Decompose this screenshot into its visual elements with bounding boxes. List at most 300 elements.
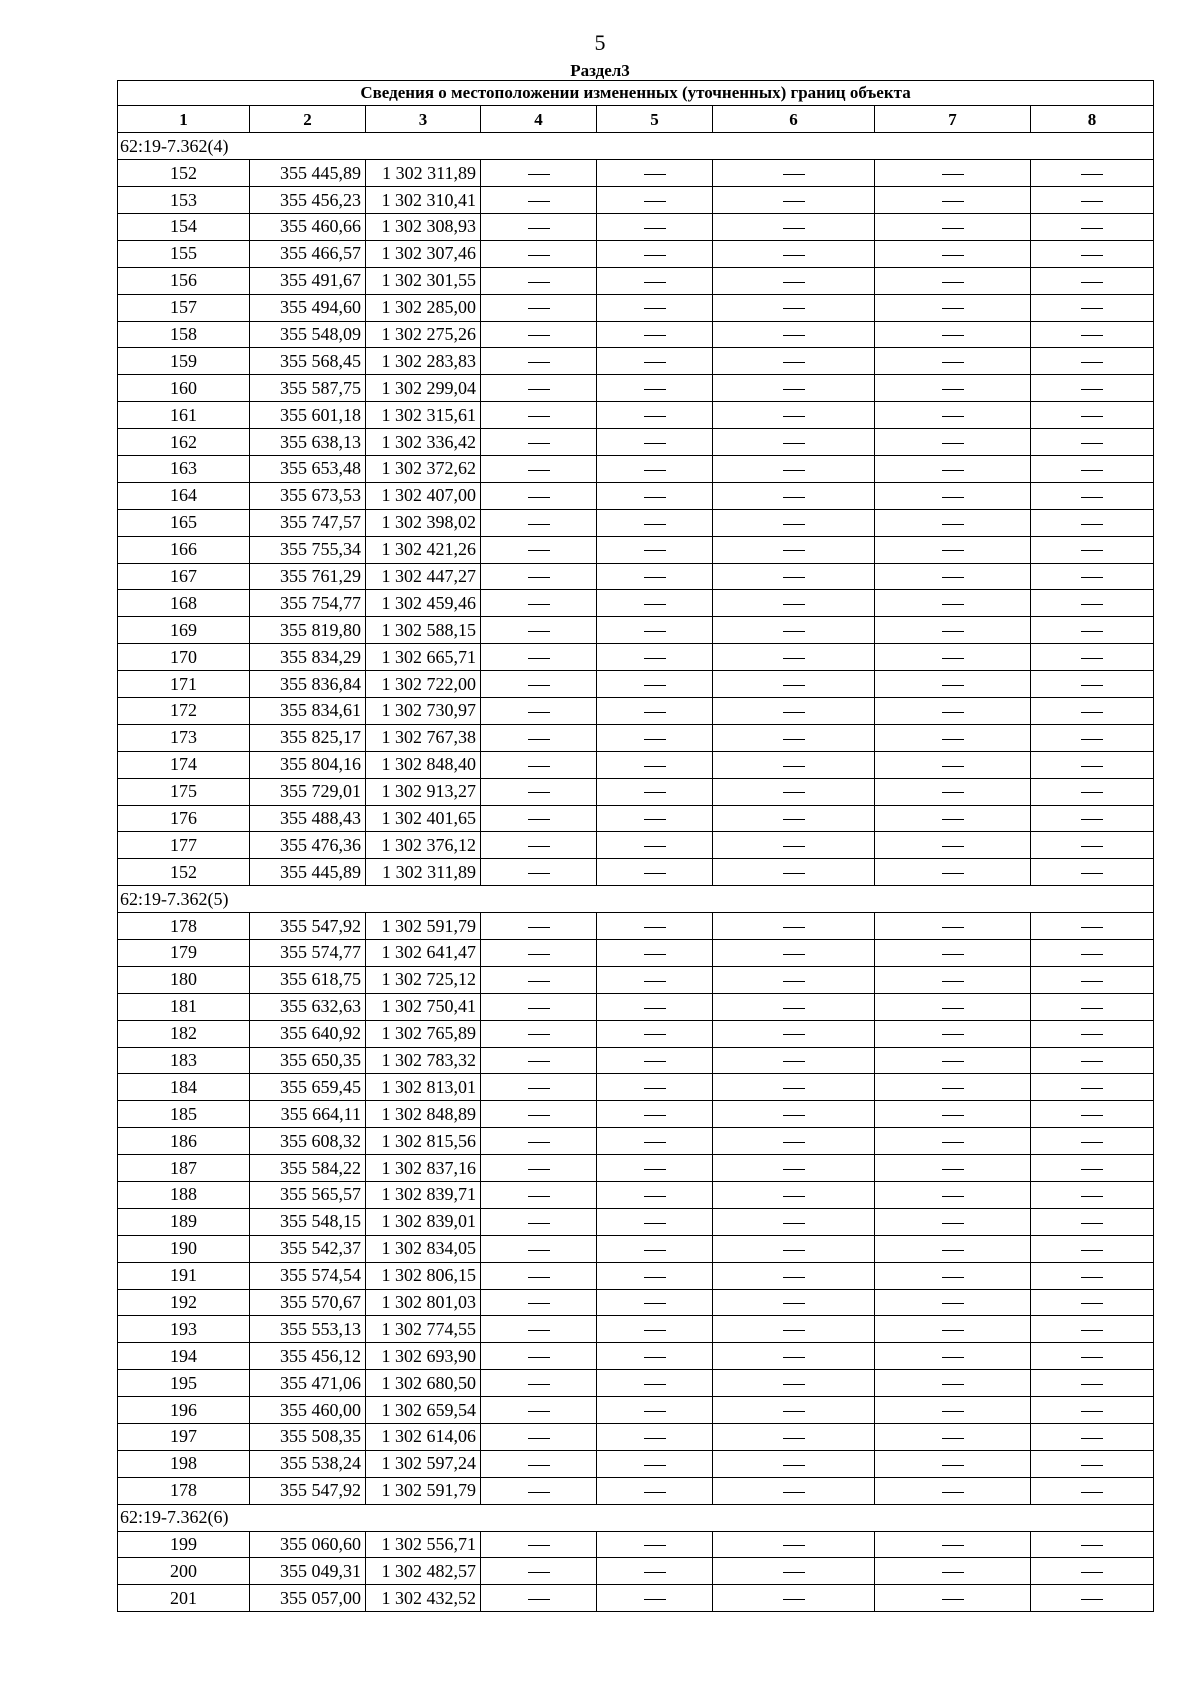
empty-cell [481,1155,597,1182]
dash-icon [783,174,805,175]
empty-cell [713,617,875,644]
dash-icon [1081,524,1103,525]
empty-cell [1031,402,1154,429]
empty-cell [1031,563,1154,590]
coordinate-x: 355 653,48 [250,455,366,482]
empty-cell [875,1450,1031,1477]
coordinate-x: 355 804,16 [250,751,366,778]
dash-icon [1081,228,1103,229]
dash-icon [1081,255,1103,256]
coordinate-y: 1 302 848,89 [366,1101,481,1128]
dash-icon [644,739,666,740]
empty-cell [597,160,713,187]
dash-icon [783,1088,805,1089]
coordinate-y: 1 302 421,26 [366,536,481,563]
point-number: 157 [118,294,250,321]
empty-cell [713,1424,875,1451]
coordinate-x: 355 488,43 [250,805,366,832]
empty-cell [597,832,713,859]
empty-cell [597,590,713,617]
dash-icon [528,1277,550,1278]
empty-cell [481,1101,597,1128]
dash-icon [644,873,666,874]
empty-cell [713,724,875,751]
empty-cell [481,455,597,482]
dash-icon [528,389,550,390]
empty-cell [481,1316,597,1343]
coordinate-y: 1 302 591,79 [366,1477,481,1504]
empty-cell [481,1262,597,1289]
coordinate-y: 1 302 722,00 [366,671,481,698]
dash-icon [942,1492,964,1493]
point-number: 188 [118,1182,250,1209]
table-row [118,402,1154,429]
dash-icon [1081,550,1103,551]
coordinate-y: 1 302 407,00 [366,482,481,509]
dash-icon [644,685,666,686]
dash-icon [644,1545,666,1546]
empty-cell [597,671,713,698]
table-row [118,1477,1154,1504]
dash-icon [528,1169,550,1170]
dash-icon [1081,1411,1103,1412]
page-number: 5 [594,30,606,55]
empty-cell [597,213,713,240]
dash-icon [528,766,550,767]
table-row [118,805,1154,832]
dash-icon [644,1061,666,1062]
dash-icon [528,470,550,471]
empty-cell [875,1424,1031,1451]
dash-icon [942,1384,964,1385]
empty-cell [597,778,713,805]
empty-cell [597,482,713,509]
dash-icon [942,282,964,283]
empty-cell [713,348,875,375]
empty-cell [481,1128,597,1155]
empty-cell [875,859,1031,886]
empty-cell [481,1235,597,1262]
point-number: 152 [118,859,250,886]
column-header: 1 [118,106,250,133]
empty-cell [875,563,1031,590]
dash-icon [1081,443,1103,444]
dash-icon [942,604,964,605]
dash-icon [783,981,805,982]
dash-icon [942,1357,964,1358]
empty-cell [481,724,597,751]
empty-cell [481,321,597,348]
dash-icon [528,1034,550,1035]
empty-cell [597,617,713,644]
empty-cell [1031,1101,1154,1128]
dash-icon [783,604,805,605]
coordinate-y: 1 302 641,47 [366,940,481,967]
dash-icon [1081,1357,1103,1358]
dash-icon [783,1303,805,1304]
parcel-group-label: 62:19-7.362(5) [118,886,1154,913]
dash-icon [942,550,964,551]
dash-icon [528,282,550,283]
dash-icon [644,658,666,659]
dash-icon [1081,1277,1103,1278]
dash-icon [783,846,805,847]
column-header: 7 [875,106,1031,133]
empty-cell [875,1182,1031,1209]
empty-cell [481,402,597,429]
dash-icon [528,954,550,955]
dash-icon [942,228,964,229]
dash-icon [1081,927,1103,928]
point-number: 196 [118,1397,250,1424]
dash-icon [783,658,805,659]
dash-icon [644,282,666,283]
empty-cell [1031,993,1154,1020]
empty-cell [875,509,1031,536]
empty-cell [1031,375,1154,402]
empty-cell [597,697,713,724]
empty-cell [481,993,597,1020]
coordinate-x: 355 587,75 [250,375,366,402]
empty-cell [713,697,875,724]
empty-cell [875,1047,1031,1074]
dash-icon [783,954,805,955]
dash-icon [528,255,550,256]
dash-icon [644,1384,666,1385]
empty-cell [481,1558,597,1585]
dash-icon [1081,201,1103,202]
dash-icon [528,416,550,417]
empty-cell [875,1101,1031,1128]
empty-cell [1031,240,1154,267]
empty-cell [597,993,713,1020]
empty-cell [713,402,875,429]
coordinate-y: 1 302 765,89 [366,1020,481,1047]
table-row [118,1262,1154,1289]
coordinate-x: 355 834,29 [250,644,366,671]
empty-cell [597,966,713,993]
coordinate-x: 355 755,34 [250,536,366,563]
table-row [118,240,1154,267]
dash-icon [783,1330,805,1331]
empty-cell [713,1289,875,1316]
empty-cell [597,375,713,402]
coordinate-x: 355 460,00 [250,1397,366,1424]
dash-icon [783,1250,805,1251]
coordinate-x: 355 659,45 [250,1074,366,1101]
empty-cell [1031,966,1154,993]
dash-icon [644,792,666,793]
dash-icon [644,1142,666,1143]
coordinate-y: 1 302 307,46 [366,240,481,267]
coordinate-x: 355 650,35 [250,1047,366,1074]
empty-cell [481,187,597,214]
coordinate-x: 355 574,54 [250,1262,366,1289]
empty-cell [1031,1585,1154,1612]
empty-cell [875,1316,1031,1343]
dash-icon [942,846,964,847]
dash-icon [1081,1330,1103,1331]
empty-cell [875,590,1031,617]
point-number: 181 [118,993,250,1020]
empty-cell [481,1182,597,1209]
dash-icon [1081,954,1103,955]
dash-icon [942,1572,964,1573]
empty-cell [481,1477,597,1504]
dash-icon [1081,416,1103,417]
dash-icon [783,201,805,202]
empty-cell [597,455,713,482]
dash-icon [644,631,666,632]
point-number: 186 [118,1128,250,1155]
point-number: 167 [118,563,250,590]
table-row [118,590,1154,617]
coordinate-y: 1 302 588,15 [366,617,481,644]
empty-cell [713,1397,875,1424]
empty-cell [481,778,597,805]
dash-icon [1081,766,1103,767]
empty-cell [875,1020,1031,1047]
empty-cell [713,1074,875,1101]
dash-icon [942,308,964,309]
dash-icon [1081,577,1103,578]
empty-cell [875,1477,1031,1504]
dash-icon [528,1142,550,1143]
table-row [118,1370,1154,1397]
empty-cell [713,751,875,778]
empty-cell [597,1128,713,1155]
parcel-group-row [118,886,1154,913]
coordinate-x: 355 538,24 [250,1450,366,1477]
empty-cell [875,805,1031,832]
coordinate-x: 355 456,12 [250,1343,366,1370]
dash-icon [644,712,666,713]
dash-icon [942,1411,964,1412]
empty-cell [597,509,713,536]
coordinate-x: 355 548,09 [250,321,366,348]
coordinate-y: 1 302 283,83 [366,348,481,375]
empty-cell [713,1020,875,1047]
coordinate-x: 355 761,29 [250,563,366,590]
empty-cell [713,1477,875,1504]
dash-icon [783,1572,805,1573]
dash-icon [783,362,805,363]
point-number: 177 [118,832,250,859]
point-number: 172 [118,697,250,724]
empty-cell [481,348,597,375]
table-row [118,993,1154,1020]
dash-icon [942,1277,964,1278]
empty-cell [713,455,875,482]
dash-icon [783,335,805,336]
dash-icon [783,712,805,713]
coordinate-y: 1 302 310,41 [366,187,481,214]
dash-icon [942,443,964,444]
dash-icon [1081,308,1103,309]
dash-icon [644,524,666,525]
coordinate-y: 1 302 315,61 [366,402,481,429]
empty-cell [597,1182,713,1209]
empty-cell [481,429,597,456]
coordinate-y: 1 302 767,38 [366,724,481,751]
coordinate-y: 1 302 659,54 [366,1397,481,1424]
dash-icon [783,1061,805,1062]
empty-cell [875,1235,1031,1262]
dash-icon [1081,470,1103,471]
dash-icon [1081,497,1103,498]
empty-cell [1031,1531,1154,1558]
dash-icon [783,1169,805,1170]
table-row [118,1397,1154,1424]
point-number: 192 [118,1289,250,1316]
dash-icon [1081,1465,1103,1466]
dash-icon [942,1438,964,1439]
empty-cell [481,1020,597,1047]
point-number: 169 [118,617,250,644]
coordinate-x: 355 638,13 [250,429,366,456]
dash-icon [783,1411,805,1412]
table-row [118,1074,1154,1101]
table-row [118,455,1154,482]
empty-cell [713,375,875,402]
dash-icon [644,1330,666,1331]
table-row [118,617,1154,644]
dash-icon [528,712,550,713]
dash-icon [644,1465,666,1466]
dash-icon [644,927,666,928]
empty-cell [875,294,1031,321]
dash-icon [1081,604,1103,605]
point-number: 194 [118,1343,250,1370]
coordinate-x: 355 565,57 [250,1182,366,1209]
dash-icon [783,282,805,283]
coordinate-x: 355 584,22 [250,1155,366,1182]
dash-icon [942,1223,964,1224]
dash-icon [1081,362,1103,363]
point-number: 185 [118,1101,250,1128]
empty-cell [1031,671,1154,698]
table-row [118,778,1154,805]
column-header: 6 [713,106,875,133]
empty-cell [597,536,713,563]
empty-cell [1031,805,1154,832]
dash-icon [942,389,964,390]
dash-icon [644,443,666,444]
dash-icon [528,577,550,578]
coordinate-x: 355 568,45 [250,348,366,375]
empty-cell [597,1450,713,1477]
point-number: 179 [118,940,250,967]
dash-icon [783,1357,805,1358]
empty-cell [875,1289,1031,1316]
empty-cell [597,1262,713,1289]
dash-icon [528,819,550,820]
dash-icon [942,1088,964,1089]
point-number: 154 [118,213,250,240]
empty-cell [1031,509,1154,536]
dash-icon [783,1545,805,1546]
coordinate-y: 1 302 301,55 [366,267,481,294]
empty-cell [597,402,713,429]
empty-cell [597,1155,713,1182]
dash-icon [528,335,550,336]
coordinate-y: 1 302 680,50 [366,1370,481,1397]
empty-cell [597,187,713,214]
empty-cell [1031,1155,1154,1182]
empty-cell [713,778,875,805]
empty-cell [597,294,713,321]
coordinate-y: 1 302 285,00 [366,294,481,321]
dash-icon [644,1169,666,1170]
dash-icon [942,631,964,632]
table-row [118,1289,1154,1316]
point-number: 156 [118,267,250,294]
dash-icon [1081,685,1103,686]
coordinate-y: 1 302 372,62 [366,455,481,482]
dash-icon [783,1438,805,1439]
table-row [118,1155,1154,1182]
coordinate-x: 355 547,92 [250,1477,366,1504]
dash-icon [528,497,550,498]
column-header: 3 [366,106,481,133]
empty-cell [1031,294,1154,321]
empty-cell [713,1235,875,1262]
empty-cell [875,617,1031,644]
point-number: 198 [118,1450,250,1477]
point-number: 171 [118,671,250,698]
table-row [118,1208,1154,1235]
table-row [118,1101,1154,1128]
empty-cell [875,321,1031,348]
point-number: 175 [118,778,250,805]
empty-cell [481,1531,597,1558]
empty-cell [597,859,713,886]
dash-icon [1081,1088,1103,1089]
table-row [118,348,1154,375]
dash-icon [644,201,666,202]
empty-cell [1031,1208,1154,1235]
empty-cell [713,1128,875,1155]
dash-icon [528,1545,550,1546]
dash-icon [942,739,964,740]
dash-icon [528,1411,550,1412]
dash-icon [528,739,550,740]
dash-icon [644,550,666,551]
point-number: 155 [118,240,250,267]
empty-cell [481,751,597,778]
coordinate-y: 1 302 801,03 [366,1289,481,1316]
empty-cell [1031,940,1154,967]
empty-cell [875,536,1031,563]
empty-cell [597,1397,713,1424]
dash-icon [644,1008,666,1009]
dash-icon [528,1196,550,1197]
dash-icon [528,1223,550,1224]
point-number: 173 [118,724,250,751]
empty-cell [713,1155,875,1182]
table-row [118,1316,1154,1343]
column-header: 5 [597,106,713,133]
empty-cell [875,913,1031,940]
empty-cell [875,402,1031,429]
dash-icon [783,524,805,525]
empty-cell [875,375,1031,402]
coordinate-x: 355 836,84 [250,671,366,698]
dash-icon [942,497,964,498]
coordinate-x: 355 834,61 [250,697,366,724]
dash-icon [528,604,550,605]
empty-cell [1031,429,1154,456]
